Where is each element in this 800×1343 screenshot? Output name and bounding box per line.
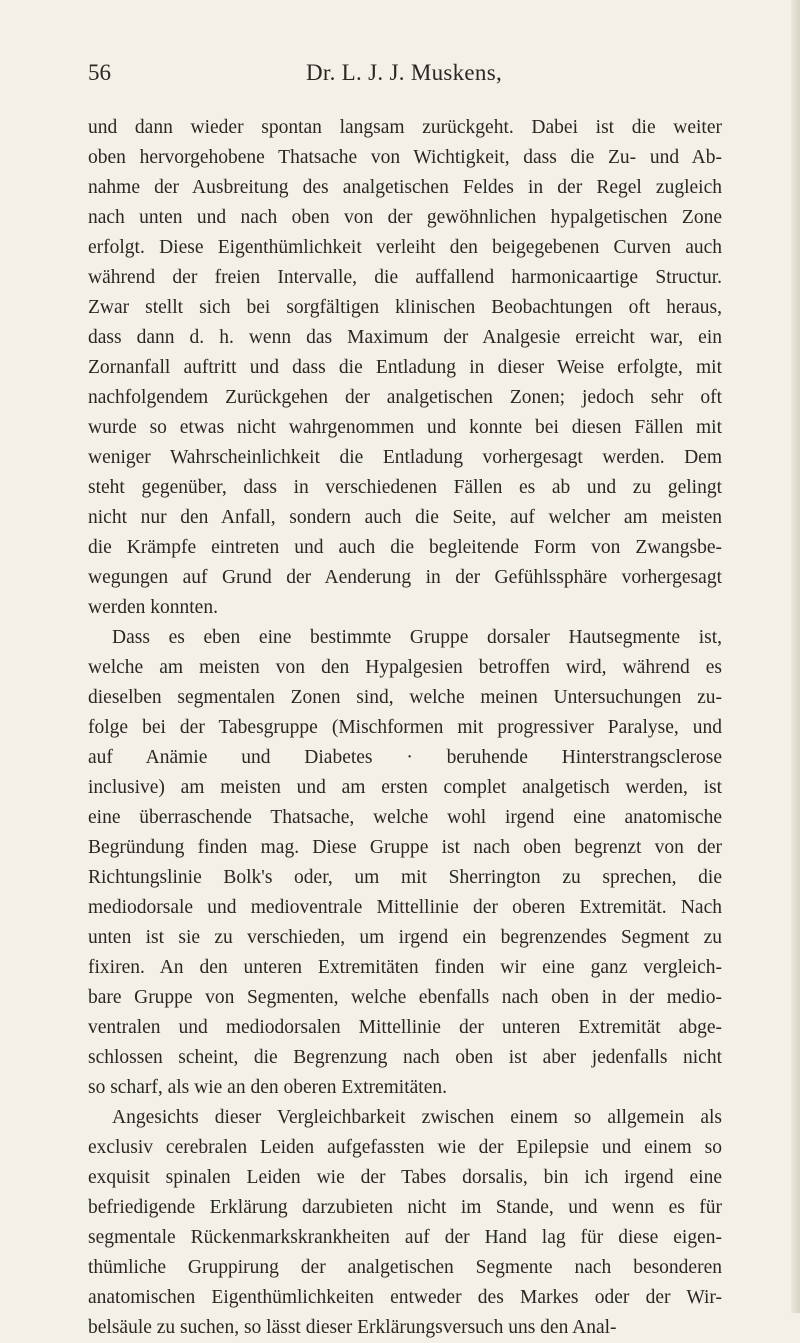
text-line: steht gegenüber, dass in verschiedenen Fällen es ab und zu gelingt — [88, 477, 722, 498]
text-line: eine überraschende Thatsache, welche wohl irgend eine anatomische — [88, 807, 722, 828]
running-head: Dr. L. J. J. Muskens, — [305, 60, 503, 85]
paragraph-start-line: Angesichts dieser Vergleichbarkeit zwischen einem so allgemein als — [112, 1107, 722, 1128]
text-line: die Krämpfe eintreten und auch die begleitende Form von Zwangsbe- — [88, 537, 722, 558]
text-line: und dann wieder spontan langsam zurückgeht. Dabei ist die weiter — [88, 117, 722, 138]
text-line: schlossen scheint, die Begrenzung nach oben ist aber jedenfalls nicht — [88, 1047, 722, 1068]
text-line: werden konnten. — [88, 597, 218, 618]
paragraph-start-line: Dass es eben eine bestimmte Gruppe dorsaler Hautsegmente ist, — [112, 627, 722, 648]
text-line: folge bei der Tabesgruppe (Mischformen mit progressiver Paralyse, und — [88, 717, 722, 738]
text-line: segmentale Rückenmarkskrankheiten auf der Hand lag für diese eigen- — [88, 1227, 722, 1248]
text-line: exquisit spinalen Leiden wie der Tabes dorsalis, bin ich irgend eine — [88, 1167, 722, 1188]
page-number: 56 — [88, 60, 111, 85]
text-line: bare Gruppe von Segmenten, welche ebenfalls nach oben in der medio- — [88, 987, 722, 1008]
text-line: exclusiv cerebralen Leiden aufgefassten wie der Epilepsie und einem so — [88, 1137, 722, 1158]
text-line: inclusive) am meisten und am ersten complet analgetisch werden, ist — [88, 777, 722, 798]
text-line: dieselben segmentalen Zonen sind, welche meinen Untersuchungen zu- — [88, 687, 722, 708]
text-line: so scharf, als wie an den oberen Extremitäten. — [88, 1077, 447, 1098]
text-line: ventralen und mediodorsalen Mittellinie der unteren Extremität abge- — [88, 1017, 722, 1038]
text-line: nachfolgendem Zurückgehen der analgetischen Zonen; jedoch sehr oft — [88, 387, 722, 408]
text-line: weniger Wahrscheinlichkeit die Entladung vorhergesagt werden. Dem — [88, 447, 722, 468]
text-line: thümliche Gruppirung der analgetischen Segmente nach besonderen — [88, 1257, 722, 1278]
text-line: auf Anämie und Diabetes · beruhende Hinterstrangsclerose — [88, 747, 722, 768]
text-line: erfolgt. Diese Eigenthümlichkeit verleiht den beigegebenen Curven auch — [88, 237, 722, 258]
text-line: wegungen auf Grund der Aenderung in der Gefühlssphäre vorhergesagt — [88, 567, 722, 588]
text-line: mediodorsale und medioventrale Mittellinie der oberen Extremität. Nach — [88, 897, 722, 918]
text-line: oben hervorgehobene Thatsache von Wichtigkeit, dass die Zu- und Ab- — [88, 147, 722, 168]
page-edge-shadow — [791, 0, 800, 1313]
text-line: Zwar stellt sich bei sorgfältigen klinischen Beobachtungen oft heraus, — [88, 297, 722, 318]
text-line: nahme der Ausbreitung des analgetischen Feldes in der Regel zugleich — [88, 177, 722, 198]
text-line: Richtungslinie Bolk's oder, um mit Sherrington zu sprechen, die — [88, 867, 722, 888]
text-line: fixiren. An den unteren Extremitäten finden wir eine ganz vergleich- — [88, 957, 722, 978]
body-text — [88, 113, 722, 1343]
text-line: unten ist sie zu verschieden, um irgend ein begrenzendes Segment zu — [88, 927, 722, 948]
text-line: anatomischen Eigenthümlichkeiten entweder des Markes oder der Wir- — [88, 1287, 722, 1308]
text-line: wurde so etwas nicht wahrgenommen und konnte bei diesen Fällen mit — [88, 417, 722, 438]
text-line: nicht nur den Anfall, sondern auch die Seite, auf welcher am meisten — [88, 507, 722, 528]
text-line: welche am meisten von den Hypalgesien betroffen wird, während es — [88, 657, 722, 678]
text-line: während der freien Intervalle, die auffallend harmonicaartige Structur. — [88, 267, 722, 288]
text-line: Begründung finden mag. Diese Gruppe ist nach oben begrenzt von der — [88, 837, 722, 858]
text-line: nach unten und nach oben von der gewöhnlichen hypalgetischen Zone — [88, 207, 722, 228]
text-line: Zornanfall auftritt und dass die Entladung in dieser Weise erfolgte, mit — [88, 357, 722, 378]
text-line: dass dann d. h. wenn das Maximum der Analgesie erreicht war, ein — [88, 327, 722, 348]
page-header — [88, 60, 720, 94]
text-line: belsäule zu suchen, so lässt dieser Erklärungsversuch uns den Anal- — [88, 1317, 617, 1338]
text-line: befriedigende Erklärung darzubieten nicht im Stande, und wenn es für — [88, 1197, 722, 1218]
